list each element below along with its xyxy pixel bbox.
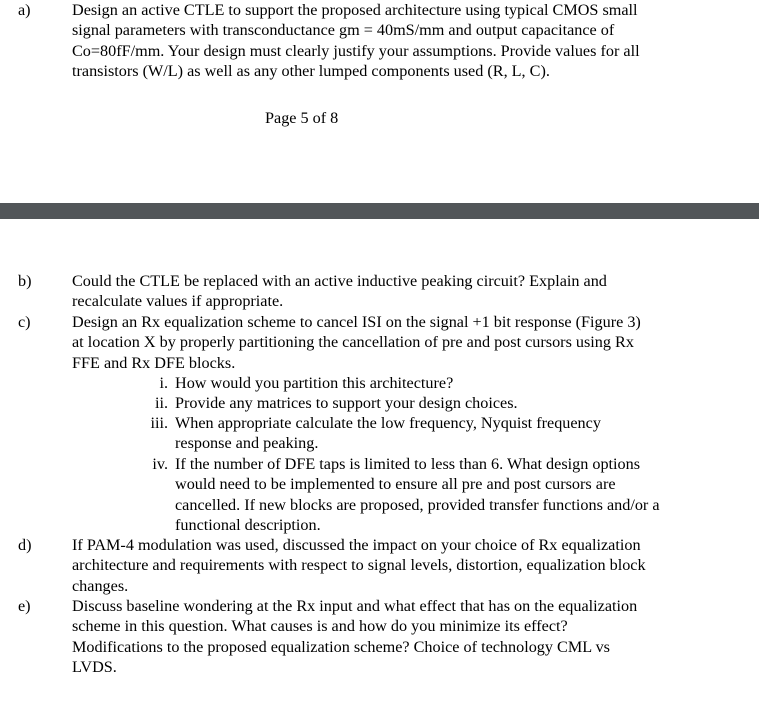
text-line: at location X by properly partitioning the cancellation of pre and post cursors using Rx	[72, 333, 634, 352]
item-text	[72, 271, 752, 312]
subitem-marker: i.	[159, 374, 168, 392]
text-line: architecture and requirements with respect to signal levels, distortion, equalization block	[72, 556, 646, 575]
page-number: Page 5 of 8	[265, 109, 339, 127]
text-line: When appropriate calculate the low frequency, Nyquist frequency	[175, 414, 601, 432]
subitem-marker: iv.	[152, 455, 168, 473]
text-line: would need to be implemented to ensure all pre and post cursors are	[175, 475, 616, 494]
text-line: Modifications to the proposed equalization scheme? Choice of technology CML vs	[72, 637, 610, 656]
text-line: changes.	[72, 576, 129, 595]
text-line: FFE and Rx DFE blocks.	[72, 353, 236, 372]
text-line: LVDS.	[72, 657, 117, 676]
text-line: functional description.	[175, 515, 321, 534]
item-marker: b)	[18, 272, 32, 290]
text-line: transistors (W/L) as well as any other lumped components used (R, L, C).	[72, 61, 550, 80]
text-line: How would you partition this architecture?	[175, 374, 454, 392]
text-line: Co=80fF/mm. Your design must clearly justify your assumptions. Provide values for all	[72, 41, 640, 60]
item-text	[72, 0, 752, 81]
item-marker: e)	[18, 597, 31, 615]
document-page-bottom	[0, 219, 759, 704]
text-line: response and peaking.	[175, 434, 319, 453]
text-line: If PAM-4 modulation was used, discussed the impact on your choice of Rx equalization	[72, 536, 641, 554]
document-page-top	[0, 0, 759, 203]
text-line: signal parameters with transconductance gm = 40mS/mm and output capacitance of	[72, 21, 615, 40]
subitem-marker: ii.	[154, 394, 168, 412]
text-line: If the number of DFE taps is limited to less than 6. What design options	[175, 455, 641, 473]
page-separator	[0, 203, 759, 219]
subitem-text	[175, 373, 755, 393]
text-line: Could the CTLE be replaced with an active inductive peaking circuit? Explain and	[72, 272, 607, 290]
item-marker: a)	[18, 1, 31, 19]
item-text	[72, 535, 752, 596]
text-line: recalculate values if appropriate.	[72, 292, 284, 311]
text-line: Design an active CTLE to support the proposed architecture using typical CMOS small	[72, 1, 638, 19]
text-line: cancelled. If new blocks are proposed, provided transfer functions and/or a	[175, 495, 660, 514]
subitem-text	[175, 393, 755, 413]
text-line: Provide any matrices to support your design choices.	[175, 394, 518, 412]
text-line: Discuss baseline wondering at the Rx input and what effect that has on the equalization	[72, 597, 638, 615]
subitem-text	[175, 454, 755, 535]
subitem-marker: iii.	[150, 414, 168, 432]
item-marker: c)	[18, 313, 31, 331]
text-line: Design an Rx equalization scheme to cancel ISI on the signal +1 bit response (Figure 3)	[72, 313, 641, 331]
subitem-text	[175, 413, 755, 454]
item-text	[72, 312, 752, 373]
item-marker: d)	[18, 536, 32, 554]
item-text	[72, 596, 752, 677]
text-line: scheme in this question. What causes is and how do you minimize its effect?	[72, 617, 568, 636]
